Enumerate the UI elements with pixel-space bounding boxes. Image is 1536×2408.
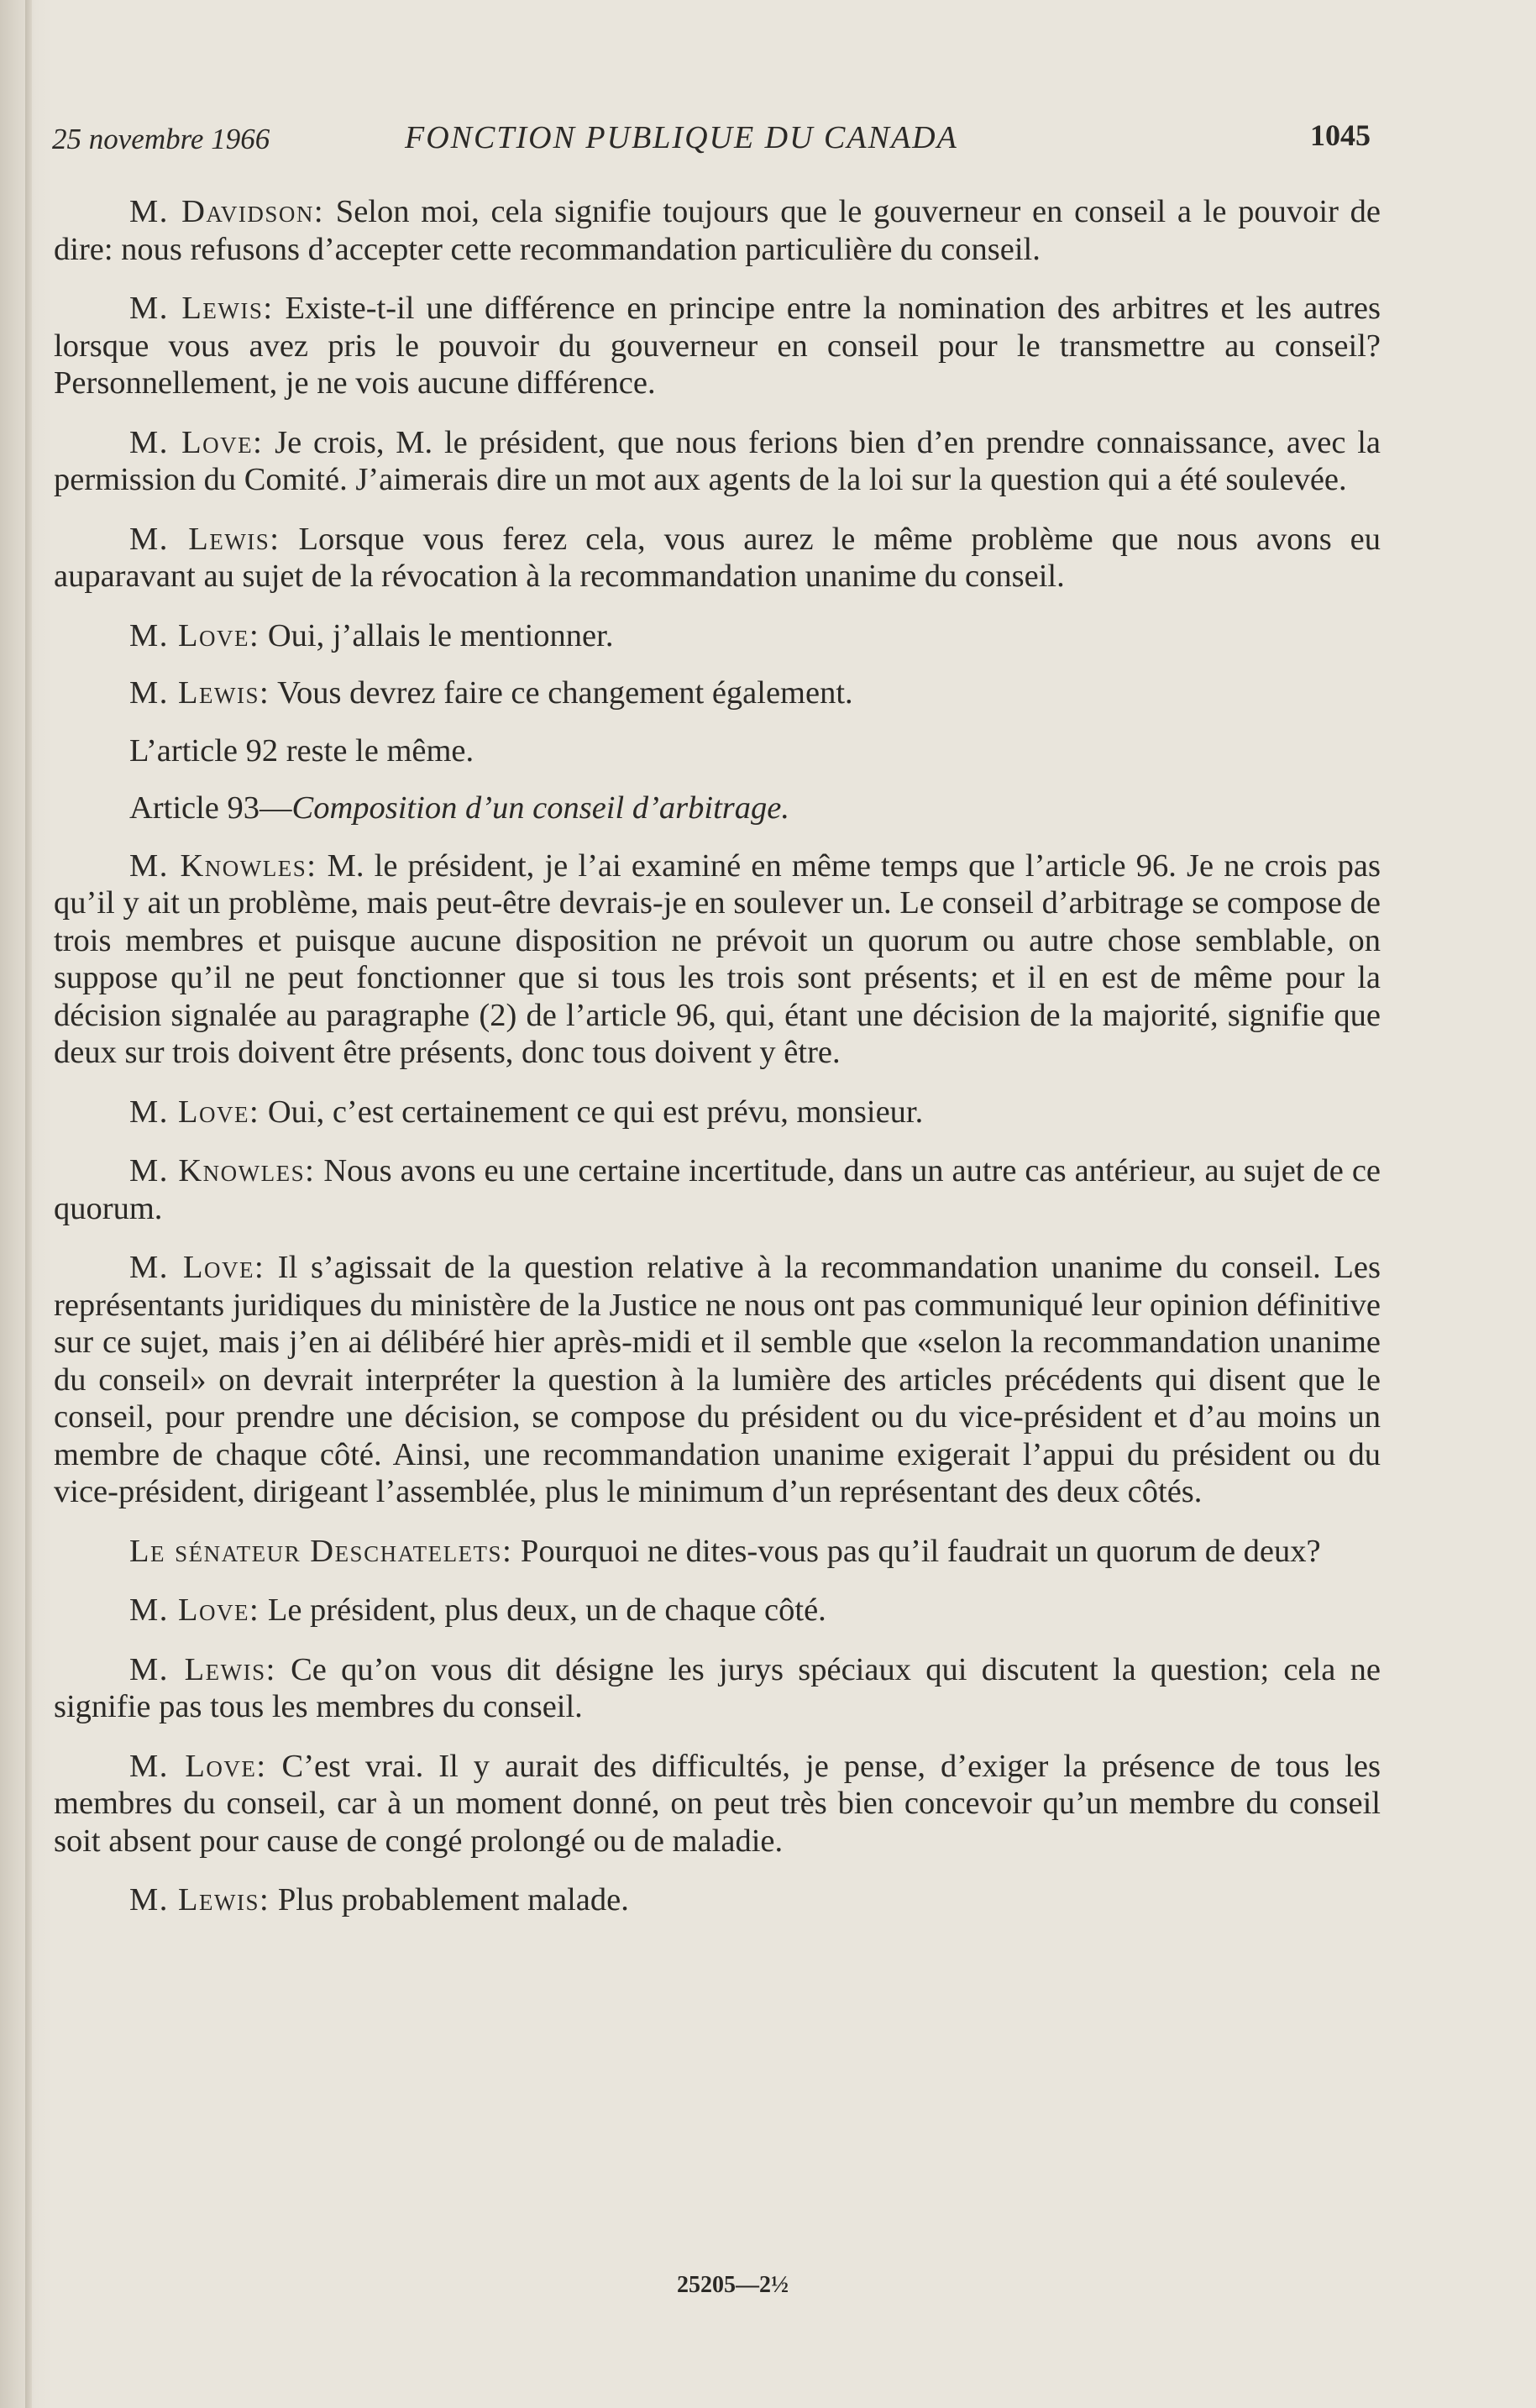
printer-signature-mark: 25205—2½ <box>677 2272 789 2298</box>
paragraph-text: Lorsque vous ferez cela, vous aurez le même problème que nous avons eu auparavant au sujet de la révocation à la recommandation unanime du conseil. <box>54 521 1381 594</box>
paragraph-text: Le président, plus deux, un de chaque côté. <box>259 1592 826 1628</box>
speaker-name: M. Love: <box>129 424 264 460</box>
paragraph <box>54 674 1381 712</box>
paragraph <box>54 1748 1381 1860</box>
paragraph-text: Plus probablement malade. <box>270 1882 629 1917</box>
paragraph-text: Je crois, M. le président, que nous ferions bien d’en prendre connaissance, avec la permission du Comité. J’aimerais dire un mot aux agents de la loi sur la question qui a été soulevée. <box>54 424 1381 497</box>
speaker-name: M. Knowles: <box>129 847 317 884</box>
running-header <box>52 116 1371 166</box>
paragraph-text: Nous avons eu une certaine incertitude, dans un autre cas antérieur, au sujet de ce quorum. <box>54 1153 1381 1226</box>
speaker-name: M. Love: <box>129 1748 267 1784</box>
paragraph-text: L’article 92 reste le même. <box>129 732 474 769</box>
paragraph <box>54 1651 1381 1726</box>
speaker-name: M. Knowles: <box>129 1153 316 1188</box>
paragraph-text: Pourquoi ne dites-vous pas qu’il faudrait un quorum de deux? <box>512 1533 1321 1569</box>
article-label: Article 93— <box>129 790 292 826</box>
speaker-name: M. Love: <box>129 617 260 653</box>
paragraph <box>54 1249 1381 1511</box>
speaker-name: M. Love: <box>129 1592 260 1628</box>
paragraph <box>54 1152 1381 1227</box>
speaker-name: M. Lewis: <box>129 675 270 711</box>
binding-shadow <box>25 0 32 2408</box>
paragraph <box>54 732 1381 770</box>
paragraph <box>54 424 1381 499</box>
paragraph-text: Selon moi, cela signifie toujours que le gouverneur en conseil a le pouvoir de dire: nous refusons d’accepter cette recommandation particulière du conseil. <box>54 194 1381 267</box>
paragraph-text: C’est vrai. Il y aurait des difficultés, je pense, d’exiger la présence de tous les membres du conseil, car à un moment donné, on peut très bien concevoir qu’un membre du conseil soit absent pour cause de congé prolongé ou de maladie. <box>54 1748 1381 1859</box>
header-title: FONCTION PUBLIQUE DU CANADA <box>405 120 958 155</box>
paragraph-text: Oui, j’allais le mentionner. <box>259 617 614 653</box>
paragraph-text: Oui, c’est certainement ce qui est prévu, monsieur. <box>259 1094 924 1130</box>
paragraph-text: M. le président, je l’ai examiné en même temps que l’article 96. Je ne crois pas qu’il y ait un problème, mais peut-être devrais-je en soulever un. Le conseil d’arbitrage se compose de trois membres et puisque aucune disposition ne prévoit un quorum ou autre chose semblable, on suppose qu’il ne peut fonctionner que si tous les trois sont présents; et il en est de même pour la décision signalée au paragraphe (2) de l’article 96, qui, étant une décision de la majorité, signifie que deux sur trois doivent être présents, donc tous doivent y être. <box>54 847 1381 1070</box>
paragraph <box>54 1094 1381 1131</box>
speaker-name: M. Davidson: <box>129 194 325 229</box>
speaker-name: M. Love: <box>129 1094 260 1130</box>
header-date: 25 novembre 1966 <box>52 123 270 155</box>
speaker-name: Le sénateur Deschatelets: <box>129 1533 513 1569</box>
speaker-name: M. Lewis: <box>129 521 280 557</box>
paragraph-text: Ce qu’on vous dit désigne les jurys spéciaux qui discutent la question; cela ne signifie pas tous les membres du conseil. <box>54 1651 1381 1724</box>
article-heading <box>54 790 1381 827</box>
paragraph <box>54 847 1381 1072</box>
paragraph <box>54 521 1381 595</box>
page-body <box>54 193 1381 1939</box>
paragraph-text: Il s’agissait de la question relative à la recommandation unanime du conseil. Les représentants juridiques du ministère de la Justice ne nous ont pas communiqué leur opinion définitive sur ce sujet, mais j’en ai délibéré hier après-midi et il semble que «selon la recommandation unanime du conseil» on devrait interpréter la question à la lumière des articles précédents qui disent que le conseil, pour prendre une décision, se compose du président ou du vice-président et d’au moins un membre de chaque côté. Ainsi, une recommandation unanime exigerait l’appui du président ou du vice-président, dirigeant l’assemblée, plus le minimum d’un représentant des deux côtés. <box>54 1250 1381 1509</box>
paragraph <box>54 617 1381 655</box>
article-title: Composition d’un conseil d’arbitrage. <box>291 790 789 826</box>
paragraph <box>54 290 1381 402</box>
speaker-name: M. Love: <box>129 1250 265 1285</box>
paragraph <box>54 1592 1381 1629</box>
paragraph-text: Vous devrez faire ce changement également. <box>270 675 853 711</box>
speaker-name: M. Lewis: <box>129 291 274 326</box>
page-number: 1045 <box>1310 118 1371 152</box>
speaker-name: M. Lewis: <box>129 1651 276 1687</box>
paragraph <box>54 1881 1381 1919</box>
paragraph <box>54 193 1381 268</box>
paragraph <box>54 1533 1381 1571</box>
speaker-name: M. Lewis: <box>129 1882 270 1917</box>
paragraph-text: Existe-t-il une différence en principe entre la nomination des arbitres et les autres lorsque vous avez pris le pouvoir du gouverneur en conseil pour le transmettre au conseil? Personnellement, je ne vois aucune différence. <box>54 291 1381 401</box>
